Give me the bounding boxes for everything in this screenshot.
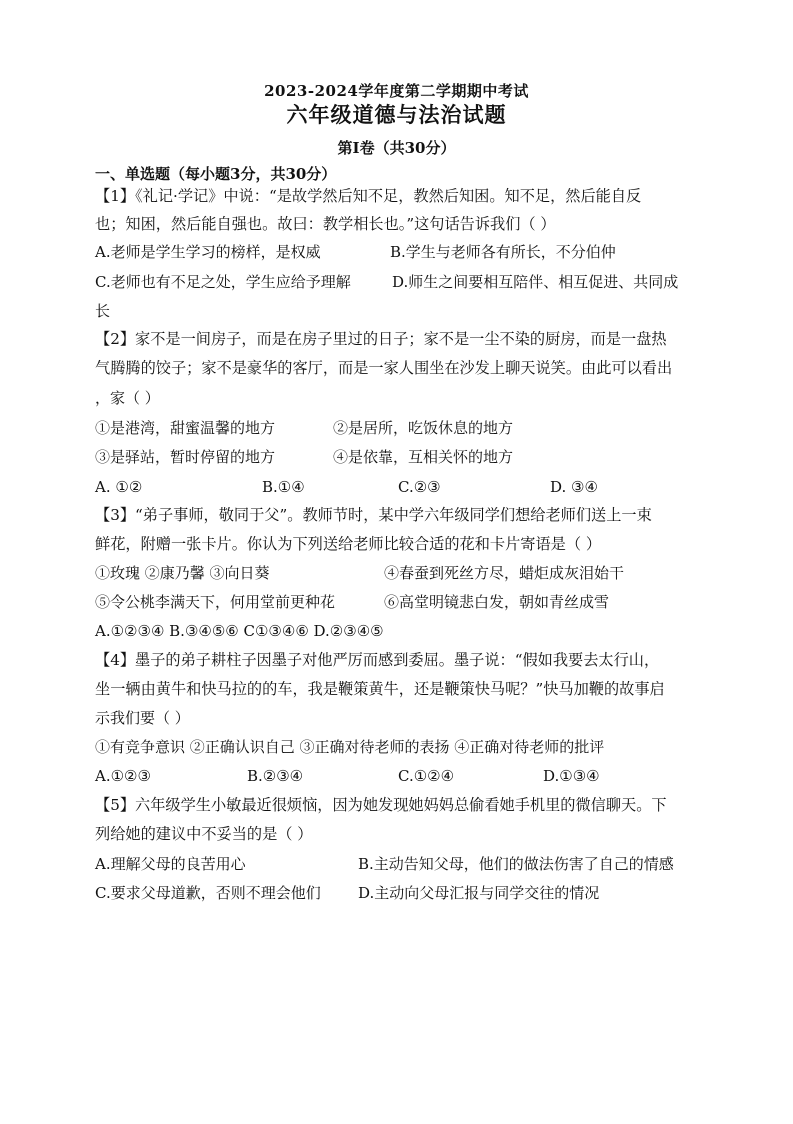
q2-stem-line-1: 【2】家不是一间房子，而是在房子里过的日子；家不是一尘不染的厨房，而是一盘热 [95,330,667,348]
q3-items-row1-left: ①玫瑰 ②康乃馨 ③向日葵 [95,564,270,582]
q4-stem-line-3: 示我们要（ ） [95,709,190,727]
q3-stem-line-1: 【3】“弟子事师，敬同于父”。教师节时，某中学六年级同学们想给老师们送上一束 [95,506,652,524]
q2-item-4: ④是依靠，互相关怀的地方 [333,448,514,466]
q5-option-d: D.主动向父母汇报与同学交往的情况 [358,884,600,902]
q3-stem-line-2: 鲜花，附赠一张卡片。你认为下列送给老师比较合适的花和卡片寄语是（ ） [95,535,602,553]
q1-option-d: D.师生之间要相互陪伴、相互促进、共同成 [392,273,679,291]
exam-title: 2023-2024学年度第二学期期中考试 [264,82,529,100]
q1-option-c: C.老师也有不足之处，学生应给予理解 [95,273,351,291]
q5-option-b: B.主动告知父母，他们的做法伤害了自己的情感 [358,855,674,873]
q3-options: A.①②③④ B.③④⑤⑥ C①③④⑥ D.②③④⑤ [95,622,384,640]
q2-item-3: ③是驿站，暂时停留的地方 [95,448,276,466]
q4-option-c: C.①②④ [398,767,455,785]
q3-items-row2-right: ⑥高堂明镜悲白发，朝如青丝成雪 [384,593,610,611]
q5-stem-line-2: 列给她的建议中不妥当的是（ ） [95,825,313,843]
q5-option-a: A.理解父母的良苦用心 [95,855,246,873]
q2-item-2: ②是居所，吃饭休息的地方 [333,419,514,437]
q2-option-b: B.①④ [262,478,305,496]
q1-option-b: B.学生与老师各有所长，不分伯仲 [390,243,616,261]
q3-items-row1-right: ④春蚕到死丝方尽，蜡炬成灰泪始干 [384,564,625,582]
q2-stem-line-2: 气腾腾的饺子；家不是豪华的客厅，而是一家人围坐在沙发上聊天说笑。由此可以看出 [95,359,673,377]
q5-stem-line-1: 【5】六年级学生小敏最近很烦恼，因为她发现她妈妈总偷看她手机里的微信聊天。下 [95,796,667,814]
q4-items: ①有竞争意识 ②正确认识自己 ③正确对待老师的表扬 ④正确对待老师的批评 [95,738,605,756]
q4-stem-line-2: 坐一辆由黄牛和快马拉的的车，我是鞭策黄牛，还是鞭策快马呢？”快马加鞭的故事启 [95,680,665,698]
q5-option-c: C.要求父母道歉，否则不理会他们 [95,884,321,902]
q1-option-a: A.老师是学生学习的榜样，是权威 [95,243,321,261]
volume-heading: 第Ⅰ卷（共30分） [337,139,456,157]
q1-stem-line-1: 【1】《礼记·学记》中说：“是故学然后知不足，教然后知困。知不足，然后能自反 [95,187,642,205]
q4-stem-line-1: 【4】墨子的弟子耕柱子因墨子对他严厉而感到委屈。墨子说：“假如我要去太行山， [95,651,660,669]
q1-option-d-cont: 长 [95,302,111,320]
q2-option-a: A. ①② [95,478,143,496]
q3-items-row2-left: ⑤令公桃李满天下，何用堂前更种花 [95,593,336,611]
q2-option-c: C.②③ [398,478,441,496]
subject-title: 六年级道德与法治试题 [286,102,507,127]
q4-option-b: B.②③④ [247,767,304,785]
q1-stem-line-2: 也；知困，然后能自强也。故曰：教学相长也。”这句话告诉我们（ ） [95,215,556,233]
q2-stem-line-3: ，家（ ） [95,389,160,407]
section-heading: 一、单选题（每小题3分，共30分） [95,165,337,183]
q4-option-d: D.①③④ [543,767,600,785]
q2-item-1: ①是港湾，甜蜜温馨的地方 [95,419,276,437]
q2-option-d: D. ③④ [550,478,598,496]
q4-option-a: A.①②③ [95,767,151,785]
